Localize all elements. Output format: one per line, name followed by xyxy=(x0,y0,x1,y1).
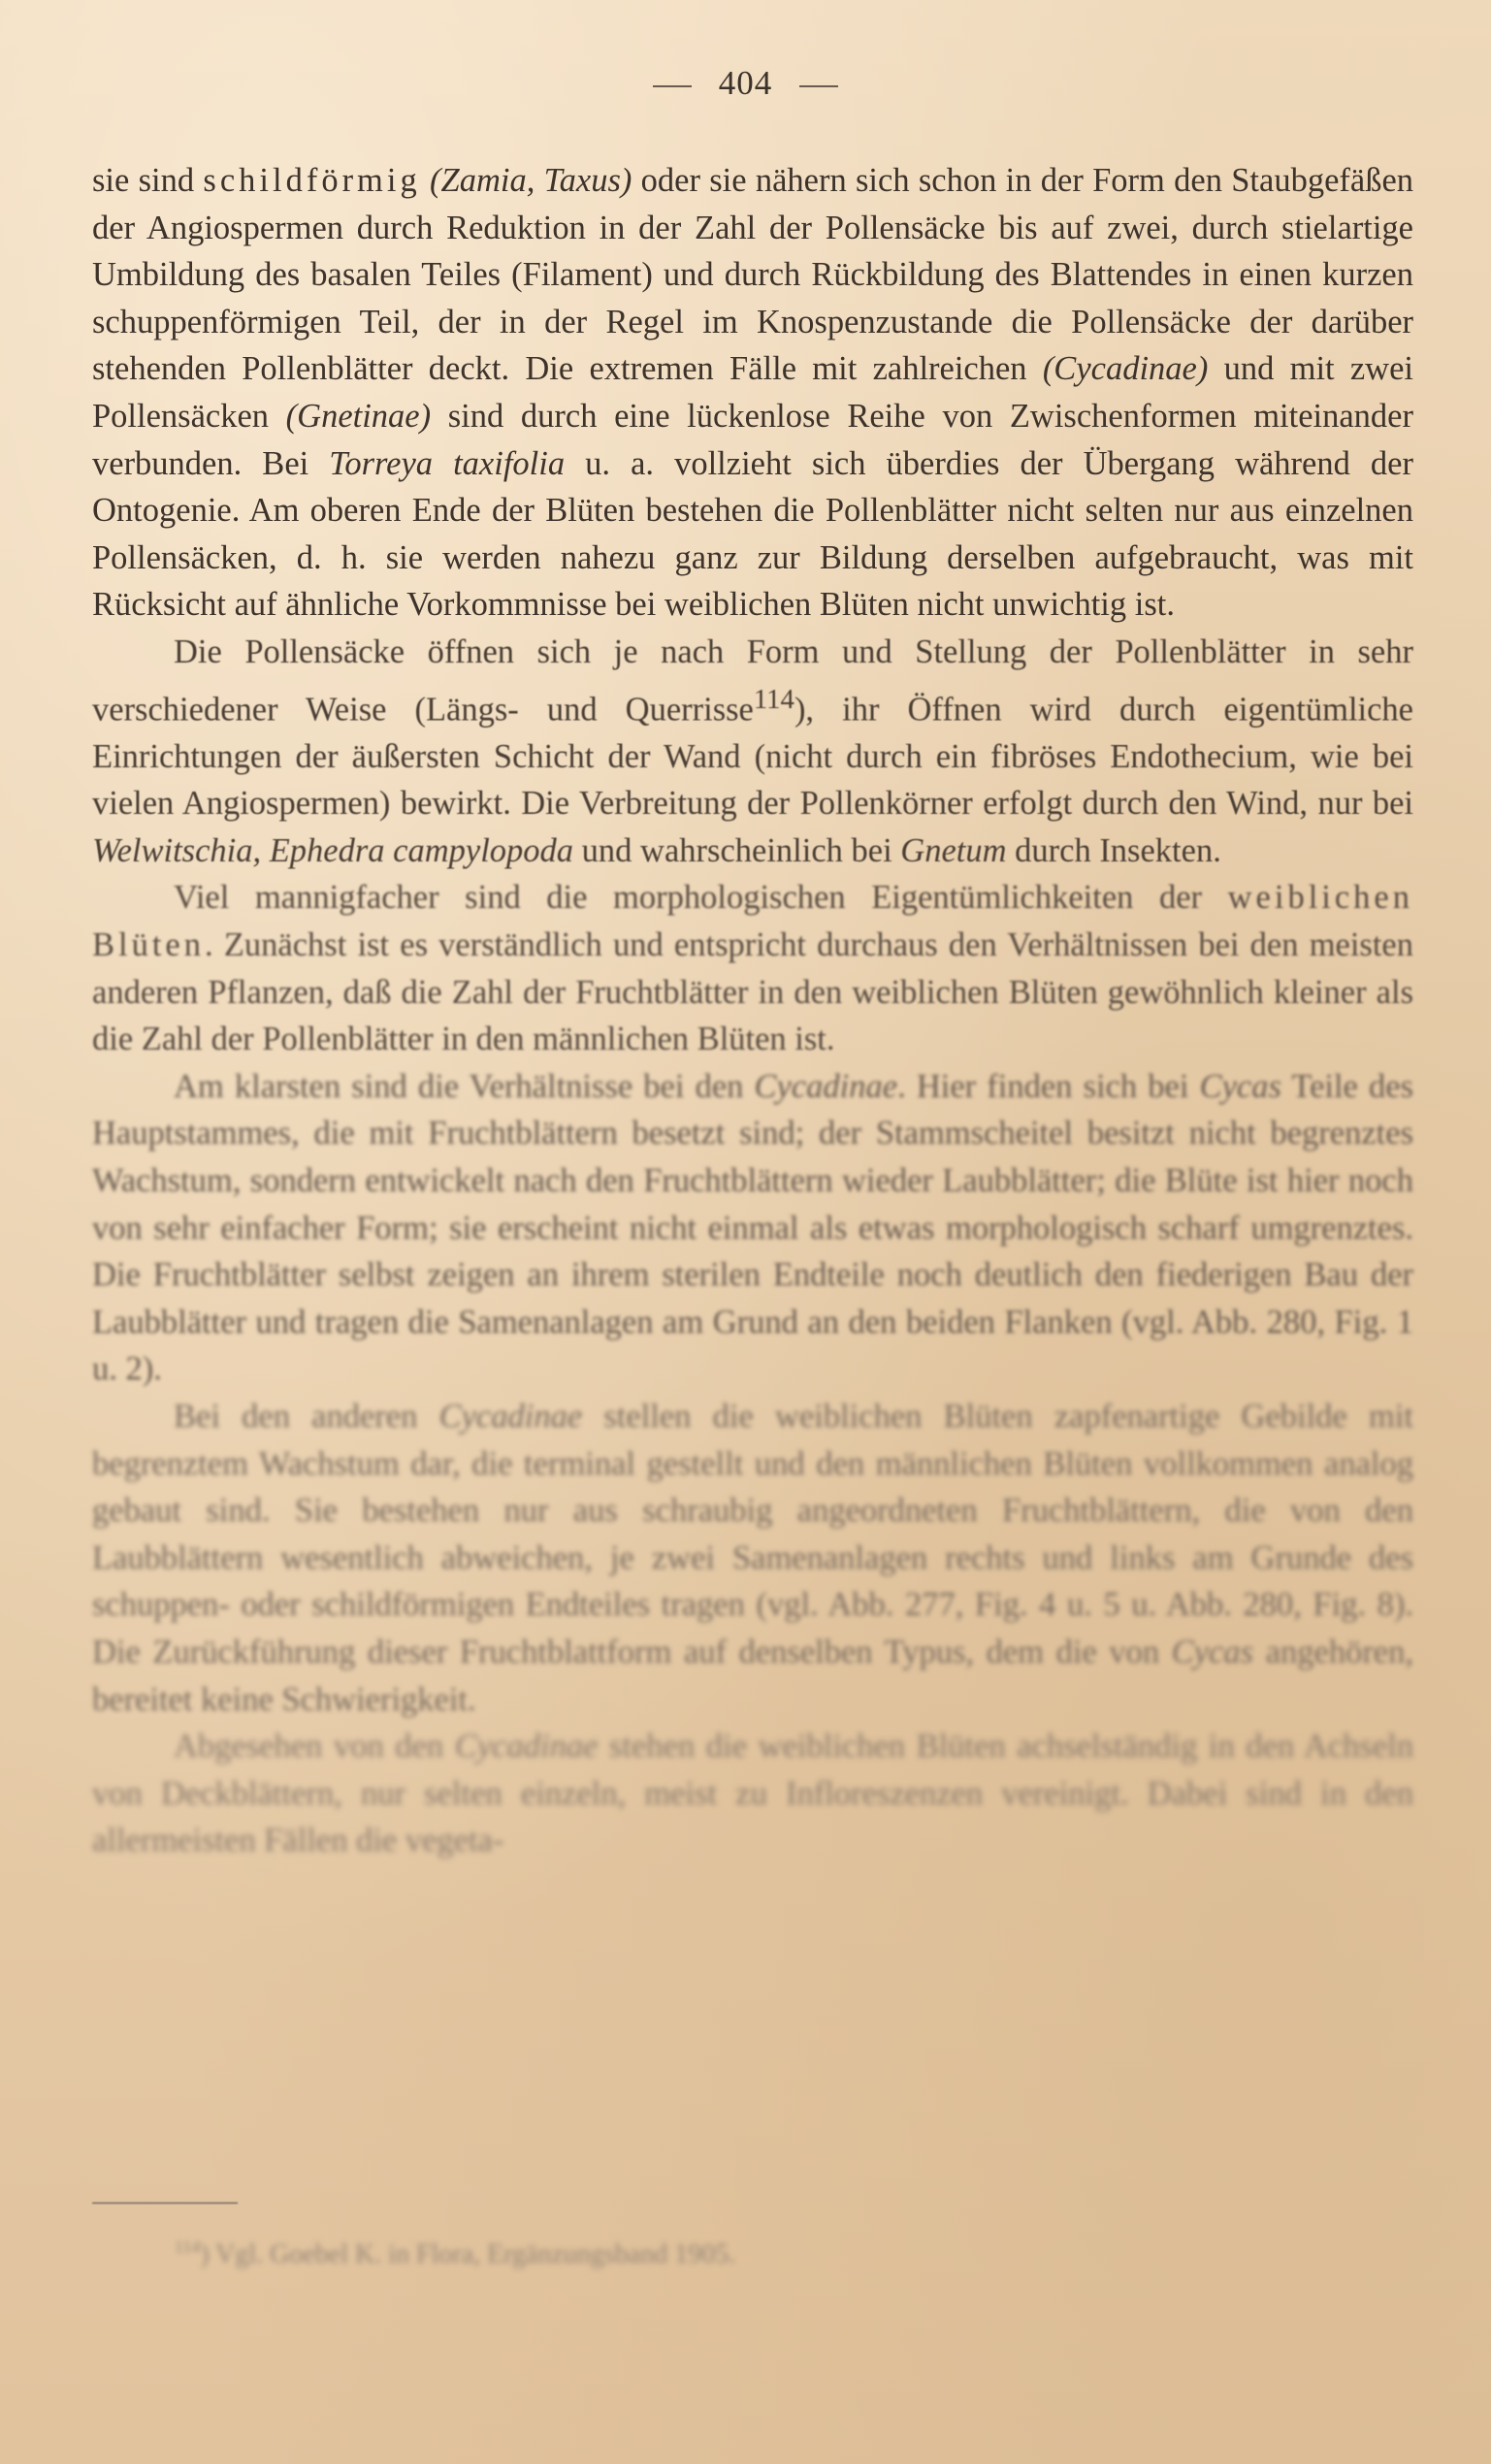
footnote xyxy=(175,2229,1339,2272)
spaced-term: schildförmig xyxy=(203,162,421,199)
text-run: Abgesehen von den xyxy=(174,1728,455,1766)
text-run: Viel mannigfacher sind die morphologischen Eigentümlichkeiten der xyxy=(174,879,1228,917)
text-run: stehen die weiblichen Blüten achselständig in den Achseln von Deckblättern, nur selten einzeln, meist zu Infloreszenzen vereinigt. Dabei sind in den allermeisten Fällen die vegeta- xyxy=(92,1728,1414,1860)
paragraph-3 xyxy=(92,874,1413,1062)
text-run: Teile des Hauptstammes, die mit Fruchtblättern besetzt sind; der Stammscheitel besitzt nicht begrenztes Wachstum, sondern entwickelt nach den Fruchtblättern wieder Laubblätter; die Blüte ist hier noch von sehr einfacher Form; sie erscheint nicht einmal als etwas morphologisch scharf umgrenztes. Die Fruchtblätter selbst zeigen an ihrem sterilen Endteile noch deutlich den fiederigen Bau der Laubblätter und tragen die Samenanlagen am Grund an den beiden Flanken (vgl. Abb. 280, Fig. 1 u. 2). xyxy=(92,1067,1413,1388)
paragraph-2 xyxy=(92,629,1413,874)
text-run: Die Pollensäcke öffnen sich je nach Form und Stellung der Pollenblätter in sehr verschiedener Weise (Längs- und Querrisse xyxy=(92,632,1413,729)
body-text xyxy=(92,157,1413,1864)
text-run: sie sind xyxy=(92,162,204,199)
page-number-value: 404 xyxy=(718,64,773,102)
footnote-divider xyxy=(92,2202,238,2204)
text-run: u. a. vollzieht sich überdies der Übergang während der Ontogenie. Am oberen Ende der Blüten bestehen die Pollenblätter nicht selten nur aus einzelnen Pollensäcken, d. h. sie werden nahezu ganz zur Bildung derselben aufgebraucht, was mit Rücksicht auf ähnliche Vorkommnisse bei weiblichen Blüten nicht unwichtig ist. xyxy=(92,444,1413,624)
text-run: durch Insekten. xyxy=(1006,831,1221,869)
text-run: Bei den anderen xyxy=(174,1397,439,1435)
italic-taxon: Cycadinae xyxy=(454,1728,599,1766)
spaced-term: weiblichen Blüten xyxy=(92,879,1413,963)
italic-taxon: Cycadinae xyxy=(438,1397,583,1435)
italic-taxon: Cycadinae xyxy=(754,1067,898,1105)
page-number-dash-left xyxy=(653,85,692,87)
text-run: Am klarsten sind die Verhältnisse bei den xyxy=(174,1067,755,1105)
italic-taxon: Cycas xyxy=(1171,1633,1254,1670)
paragraph-1 xyxy=(92,157,1413,629)
italic-taxon: Welwitschia, Ephedra campylopoda xyxy=(92,831,574,869)
italic-taxon: Cycas xyxy=(1199,1067,1281,1105)
text-run: angehören, bereitet keine Schwierigkeit. xyxy=(92,1633,1413,1718)
text-run: und wahrscheinlich bei xyxy=(573,831,901,869)
paragraph-5 xyxy=(92,1393,1413,1723)
page-number-dash-right xyxy=(799,85,838,87)
footnote-marker: 114 xyxy=(175,2237,201,2256)
paragraph-4 xyxy=(92,1063,1413,1393)
text-run: . Hier finden sich bei xyxy=(897,1067,1200,1105)
text-run: sind durch eine lückenlose Reihe von Zwischenformen miteinander verbunden. Bei xyxy=(92,397,1413,482)
italic-taxon: (Gnetinae) xyxy=(285,397,432,435)
text-run: und mit zwei Pollensäcken xyxy=(92,350,1413,435)
italic-taxon: Gnetum xyxy=(900,831,1007,869)
page-number xyxy=(0,64,1491,103)
footnote-text: ) Vgl. Goebel K. in Flora, Ergänzungsband 1905. xyxy=(200,2239,736,2270)
text-run: oder sie nähern sich schon in der Form den Staubgefäßen der Angiospermen durch Reduktion in der Zahl der Pollensäcke bis auf zwei, durch stielartige Umbildung des basalen Teiles (Filament) und durch Rückbildung des Blattendes in einen kurzen schuppenförmigen Teil, der in der Regel im Knospenzustande die Pollensäcke der darüber stehenden Pollenblätter deckt. Die extremen Fälle mit zahlreichen xyxy=(92,162,1414,388)
italic-taxon: Torreya taxifolia xyxy=(329,444,566,482)
paragraph-6 xyxy=(92,1723,1413,1864)
text-run: ), ihr Öffnen wird durch eigentümliche Einrichtungen der äußersten Schicht der Wand (nicht durch ein fibröses Endothecium, wie bei vielen Angiospermen) bewirkt. Die Verbreitung der Pollenkörner erfolgt durch den Wind, nur bei xyxy=(92,691,1413,823)
text-run: stellen die weiblichen Blüten zapfenartige Gebilde mit begrenztem Wachstum dar, die terminal gestellt und den männlichen Blüten vollkommen analog gebaut sind. Sie bestehen nur aus schraubig angeordneten Fruchtblättern, die von den Laubblättern wesentlich abweichen, je zwei Samenanlagen rechts und links am Grunde des schuppen- oder schildförmigen Endteiles tragen (vgl. Abb. 277, Fig. 4 u. 5 u. Abb. 280, Fig. 8). Die Zurückführung dieser Fruchtblattform auf denselben Typus, dem die von xyxy=(92,1397,1413,1670)
italic-taxon: (Cycadinae) xyxy=(1042,350,1209,388)
italic-taxon: (Zamia, Taxus) xyxy=(430,162,632,199)
text-run: . Zunächst ist es verständlich und entspricht durchaus den Verhältnissen bei den meisten anderen Pflanzen, daß die Zahl der Fruchtblätter in den weiblichen Blüten gewöhnlich kleiner als die Zahl der Pollenblätter in den männlichen Blüten ist. xyxy=(92,926,1413,1058)
footnote-reference: 114 xyxy=(753,683,794,715)
